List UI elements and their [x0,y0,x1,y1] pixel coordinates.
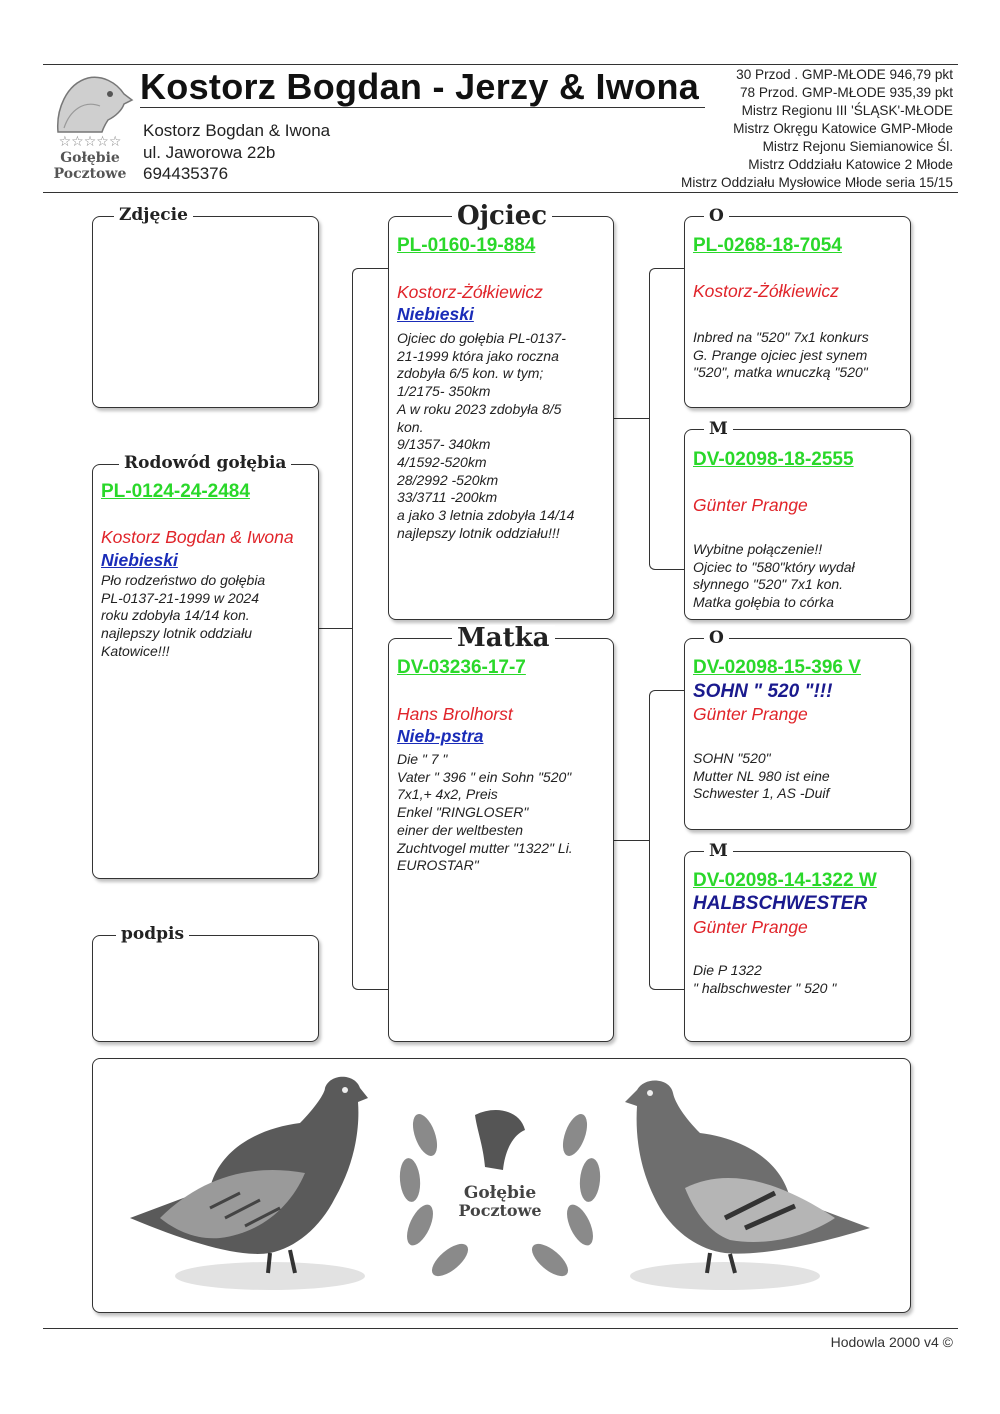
note-line: 9/1357- 340km [397,436,491,453]
note-line: SOHN "520" [693,750,771,766]
signature-box [92,935,319,1042]
mother-color: Nieb-pstra [397,726,484,746]
maternal-grandfather-notes [693,750,830,803]
paternal-grandmother-legend: M [704,421,733,438]
note-line: Die P 1322 [693,962,762,978]
maternal-grandmother-tag: HALBSCHWESTER [693,893,868,914]
maternal-grandfather-breeder: Günter Prange [693,704,808,724]
connector-father-gp-vertical [649,268,686,570]
subject-ring: PL-0124-24-2484 [101,481,250,502]
note-line: " halbschwester " 520 " [693,979,837,996]
connector-parents-vertical [352,268,389,990]
maternal-grandfather-legend: O [704,630,729,647]
father-legend: Ojciec [452,203,552,229]
subject-breeder: Kostorz Bogdan & Iwona [101,527,294,547]
note-line: najlepszy lotnik oddziału!!! [397,524,560,541]
note-line: Ojciec do gołębia PL-0137- [397,330,566,346]
paternal-grandmother-ring: DV-02098-18-2555 [693,449,854,470]
note-line: EUROSTAR" [397,857,479,874]
title-underline [140,107,705,108]
paternal-grandfather-ring: PL-0268-18-7054 [693,235,842,256]
note-line: a jako 3 letnia zdobyła 14/14 [397,507,575,524]
note-line: A w roku 2023 zdobyła 8/5 [397,400,562,417]
note-line: zdobyła 6/5 kon. w tym; [397,365,544,382]
note-line: "520", matka wnuczką "520" [693,364,868,381]
note-line: einer der weltbesten [397,821,524,838]
footer-credit: Hodowla 2000 v4 © [830,1334,953,1350]
connector-mother-grandparents [613,840,649,841]
maternal-grandmother-legend: M [704,843,733,860]
note-line: Schwester 1, AS -Duif [693,785,830,802]
achievement-line: 30 Przod . GMP-MŁODE 946,79 pkt [736,67,953,82]
maternal-grandfather-tag: SOHN " 520 "!!! [693,681,833,702]
connector-father-grandparents [613,418,649,419]
father-color: Niebieski [397,304,474,324]
note-line: Inbred na "520" 7x1 konkurs [693,329,869,345]
paternal-grandfather-notes [693,329,869,382]
svg-text:☆☆☆☆☆: ☆☆☆☆☆ [58,134,122,150]
owner-phone: 694435376 [143,164,229,183]
note-line: Ojciec to "580"który wydał [693,558,855,575]
paternal-grandmother-notes [693,541,855,612]
note-line: Wybitne połączenie!! [693,541,823,557]
signature-legend: podpis [116,926,189,943]
paternal-grandmother-breeder: Günter Prange [693,495,808,515]
note-line: 28/2992 -520km [397,471,499,488]
maternal-grandfather-ring: DV-02098-15-396 V [693,657,861,678]
note-line: 7x1,+ 4x2, Preis [397,786,498,803]
note-line: najlepszy lotnik oddziału [101,625,252,642]
father-ring: PL-0160-19-884 [397,235,536,256]
achievement-line: Mistrz Oddziału Katowice 2 Młode [748,157,953,172]
note-line: Pło rodzeństwo do gołębia [101,572,266,588]
achievement-line: Mistrz Oddziału Mysłowice Młode seria 15/15 [681,175,953,190]
pigeon-left-icon [120,1068,370,1298]
maternal-grandmother-notes [693,962,836,997]
note-line: 1/2175- 350km [397,383,491,400]
father-notes [397,330,574,542]
note-line: roku zdobyła 14/14 kon. [101,607,250,624]
note-line: słynnego "520" 7x1 kon. [693,576,844,593]
note-line: Enkel "RINGLOSER" [397,804,529,821]
note-line: Vater " 396 " ein Sohn "520" [397,768,572,785]
note-line: G. Prange ojciec jest synem [693,346,868,363]
header-bottom-rule [43,192,958,193]
paternal-grandfather-legend: O [704,208,729,225]
note-line: Zuchtvogel mutter "1322" Li. [397,839,573,856]
paternal-grandfather-breeder: Kostorz-Żółkiewicz [693,281,839,301]
pigeon-right-icon [615,1068,875,1298]
owner-name: Kostorz Bogdan & Iwona [143,121,331,140]
note-line: 4/1592-520km [397,453,487,470]
connector-mother-gp-vertical [649,690,686,990]
mother-legend: Matka [452,625,555,651]
mother-ring: DV-03236-17-7 [397,657,526,678]
photo-legend: Zdjęcie [114,207,193,224]
note-line: kon. [397,418,424,435]
achievement-line: Mistrz Regionu III 'ŚLĄSK'-MŁODE [741,103,953,118]
subject-color: Niebieski [101,550,178,570]
maternal-grandmother-breeder: Günter Prange [693,917,808,937]
achievement-line: 78 Przod. GMP-MŁODE 935,39 pkt [739,85,953,100]
note-line: Die " 7 " [397,751,448,767]
logo-text-line2: Pocztowe [53,166,127,182]
subject-notes [101,572,265,661]
note-line: 21-1999 która jako roczna [397,347,559,364]
footer-rule [43,1328,958,1329]
subject-legend: Rodowód gołębia [119,455,291,472]
connector-subject-parents [318,628,352,629]
note-line: PL-0137-21-1999 w 2024 [101,589,260,606]
note-line: 33/3711 -200km [397,489,498,506]
emblem-text-line1: Gołębie [463,1183,537,1203]
header-top-rule [43,64,958,65]
father-breeder: Kostorz-Żółkiewicz [397,282,543,302]
mother-notes [397,751,573,875]
maternal-grandmother-ring: DV-02098-14-1322 W [693,870,877,891]
owner-address: ul. Jaworowa 22b [143,143,276,162]
note-line: Matka gołębia to córka [693,594,834,611]
achievement-line: Mistrz Okręgu Katowice GMP-Młode [733,121,953,136]
mother-breeder: Hans Brolhorst [397,704,513,724]
achievement-line: Mistrz Rejonu Siemianowice Śl. [762,139,953,154]
note-line: Mutter NL 980 ist eine [693,767,830,784]
achievements-list [681,66,953,192]
photo-box [92,216,319,408]
logo-text-line1: Gołębie [60,150,120,166]
note-line: Katowice!!! [101,642,170,659]
page-title: Kostorz Bogdan - Jerzy & Iwona [140,66,700,107]
emblem-text-line2: Pocztowe [458,1201,542,1220]
